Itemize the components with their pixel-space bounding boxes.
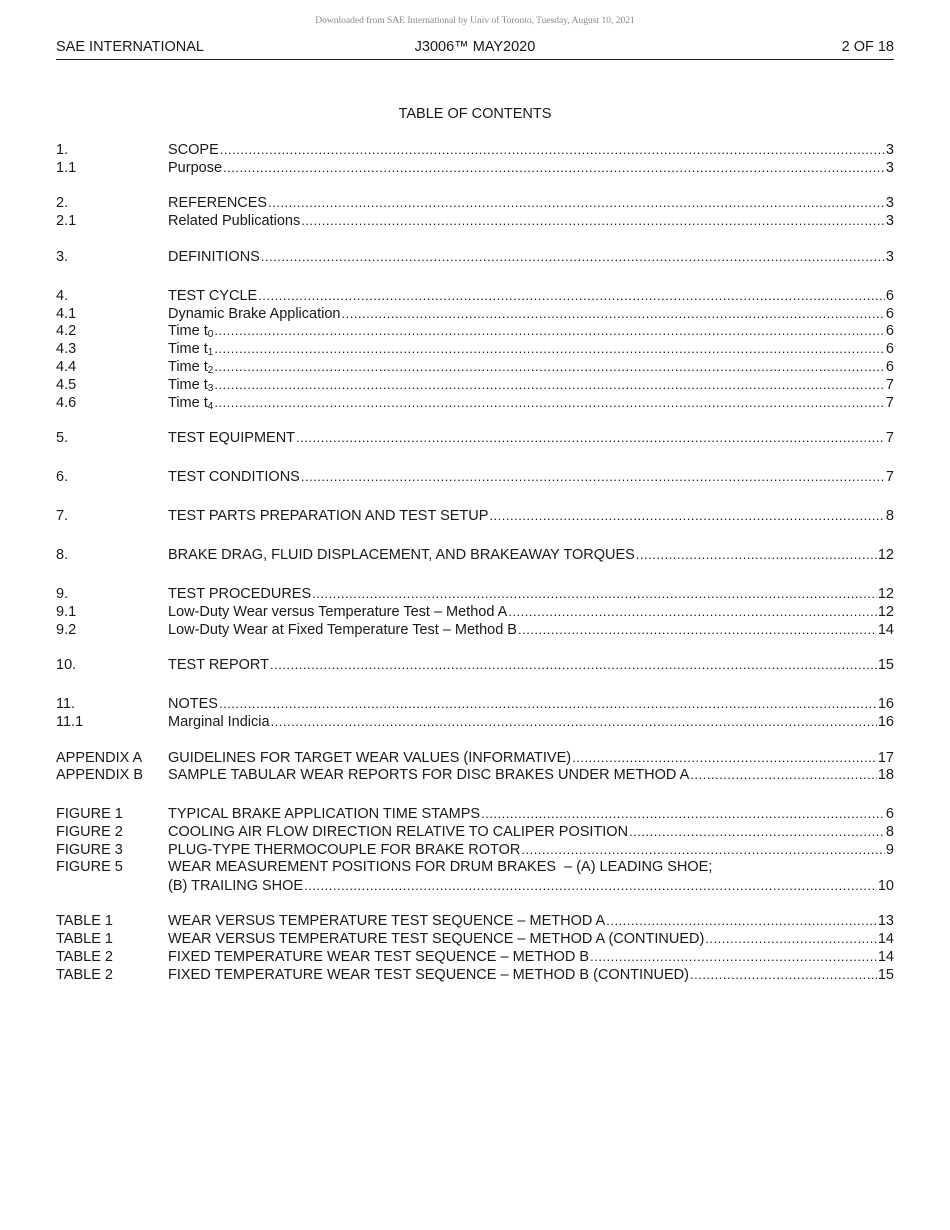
dot-leader xyxy=(606,912,877,930)
toc-entry[interactable] xyxy=(56,468,894,486)
toc-entry[interactable] xyxy=(56,749,894,767)
toc-entry-title: PLUG-TYPE THERMOCOUPLE FOR BRAKE ROTOR xyxy=(168,842,521,859)
dot-leader xyxy=(270,656,877,674)
toc-entry-number: 9. xyxy=(56,586,69,603)
toc-entry[interactable] xyxy=(56,322,894,340)
toc-entry-page: 6 xyxy=(885,323,894,340)
toc-entry[interactable] xyxy=(56,248,894,266)
dot-leader xyxy=(312,585,877,603)
toc-entry-number: 2.1 xyxy=(56,213,77,230)
toc-entry-page: 15 xyxy=(877,657,894,674)
dot-leader xyxy=(481,805,885,823)
toc-entry-number: 4.6 xyxy=(56,394,77,411)
toc-entry-title: SAMPLE TABULAR WEAR REPORTS FOR DISC BRAKES UNDER METHOD A xyxy=(168,767,690,784)
toc-entry-number: 10. xyxy=(56,657,77,674)
toc-entry-title-text: Time t xyxy=(168,377,208,394)
toc-entry-title: Dynamic Brake Application xyxy=(168,305,341,322)
toc-entry-number: FIGURE 2 xyxy=(56,824,123,841)
toc-entry-page: 6 xyxy=(885,287,894,304)
dot-leader xyxy=(521,841,885,859)
toc-entry[interactable] xyxy=(56,358,894,376)
toc-entry-title: WEAR VERSUS TEMPERATURE TEST SEQUENCE – METHOD A (CONTINUED) xyxy=(168,931,705,948)
toc-entry[interactable] xyxy=(56,603,894,621)
dot-leader xyxy=(572,749,877,767)
toc-entry-title xyxy=(168,359,213,377)
dot-leader xyxy=(301,212,885,230)
toc-entry-number: FIGURE 3 xyxy=(56,842,123,859)
dot-leader xyxy=(489,507,885,525)
toc-entry-page: 14 xyxy=(877,931,894,948)
toc-entry-page: 7 xyxy=(885,430,894,447)
toc-entry-title-text: Time t xyxy=(168,323,208,340)
toc-entry-title-text: Time t xyxy=(168,359,208,376)
toc-entry-number: 6. xyxy=(56,469,69,486)
dot-leader xyxy=(214,394,885,412)
toc-entry[interactable] xyxy=(56,287,894,305)
toc-entry-number: 2. xyxy=(56,195,69,212)
toc-entry-page: 6 xyxy=(885,806,894,823)
toc-entry-page: 16 xyxy=(877,696,894,713)
toc-entry-title: GUIDELINES FOR TARGET WEAR VALUES (INFORMATIVE) xyxy=(168,749,572,766)
toc-entry[interactable] xyxy=(56,429,894,447)
toc-entry-page: 13 xyxy=(877,913,894,930)
toc-entry-title: COOLING AIR FLOW DIRECTION RELATIVE TO CALIPER POSITION xyxy=(168,824,629,841)
dot-leader xyxy=(690,766,877,784)
toc-entry-page: 12 xyxy=(877,603,894,620)
toc-entry-number: 3. xyxy=(56,248,69,265)
dot-leader xyxy=(636,546,877,564)
toc-entry-title: WEAR VERSUS TEMPERATURE TEST SEQUENCE – METHOD A xyxy=(168,913,606,930)
dot-leader xyxy=(214,376,885,394)
toc-entry-title: REFERENCES xyxy=(168,195,268,212)
toc-entry-title: DEFINITIONS xyxy=(168,248,260,265)
toc-entry[interactable] xyxy=(56,695,894,713)
toc-entry-title xyxy=(168,323,213,341)
toc-entry[interactable] xyxy=(56,159,894,177)
dot-leader xyxy=(268,194,885,212)
header-doc-id: J3006™ MAY2020 xyxy=(414,39,536,55)
toc-entry-page: 14 xyxy=(877,949,894,966)
toc-entry[interactable] xyxy=(56,141,894,159)
toc-entry-title: FIXED TEMPERATURE WEAR TEST SEQUENCE – METHOD B xyxy=(168,949,590,966)
toc-entry[interactable] xyxy=(56,305,894,323)
toc-entry-number: 9.1 xyxy=(56,603,77,620)
toc-entry-title: Marginal Indicia xyxy=(168,714,270,731)
toc-entry[interactable] xyxy=(56,766,894,784)
dot-leader xyxy=(271,713,877,731)
toc-entry-number: TABLE 2 xyxy=(56,967,113,984)
toc-entry-page: 7 xyxy=(885,469,894,486)
toc-entry[interactable] xyxy=(56,805,894,823)
dot-leader xyxy=(214,358,885,376)
toc-entry-title: Related Publications xyxy=(168,213,301,230)
toc-entry[interactable] xyxy=(56,966,894,984)
dot-leader xyxy=(508,603,877,621)
toc-entry-number: 1.1 xyxy=(56,159,77,176)
toc-entry-title xyxy=(168,377,213,395)
toc-entry-title-text: Time t xyxy=(168,394,208,411)
toc-entry-number: 9.2 xyxy=(56,621,77,638)
header-org: SAE INTERNATIONAL xyxy=(56,39,204,55)
toc-entry-title: TEST CONDITIONS xyxy=(168,469,300,486)
toc-entry-number: 1. xyxy=(56,142,69,158)
toc-entry-page: 6 xyxy=(885,341,894,358)
toc-entry-number: FIGURE 5 xyxy=(56,859,123,876)
toc-entry-page: 8 xyxy=(885,508,894,525)
toc-entry-page: 3 xyxy=(885,248,894,265)
toc-entry-number: APPENDIX B xyxy=(56,767,144,784)
toc-entry-number: 4.5 xyxy=(56,377,77,394)
toc-entry-number: 8. xyxy=(56,547,69,564)
header-page-number: 2 OF 18 xyxy=(841,39,894,55)
toc-entry-number: 4.4 xyxy=(56,359,77,376)
toc-entry-title: TEST PARTS PREPARATION AND TEST SETUP xyxy=(168,508,489,525)
toc-entry-page: 14 xyxy=(877,621,894,638)
toc-entry-number: 4.2 xyxy=(56,323,77,340)
dot-leader xyxy=(296,429,885,447)
toc-entry-title xyxy=(168,341,213,359)
subscript: 0 xyxy=(207,329,214,341)
dot-leader xyxy=(258,287,885,305)
dot-leader xyxy=(629,823,885,841)
toc-entry[interactable] xyxy=(56,621,894,639)
toc-entry-page: 17 xyxy=(877,749,894,766)
dot-leader xyxy=(219,695,877,713)
toc-entry[interactable] xyxy=(56,841,894,859)
toc-entry-number: 4.1 xyxy=(56,305,77,322)
toc-entry-number: 5. xyxy=(56,430,69,447)
toc-entry-title: Low-Duty Wear at Fixed Temperature Test – Method B xyxy=(168,621,517,638)
toc-entry[interactable] xyxy=(56,656,894,674)
toc-entry-title xyxy=(168,395,213,413)
subscript: 4 xyxy=(207,400,214,412)
dot-leader xyxy=(341,305,884,323)
toc-entry[interactable] xyxy=(56,930,894,948)
toc-entry-title: (B) TRAILING SHOE xyxy=(168,877,304,894)
dot-leader xyxy=(705,930,877,948)
toc-entry-title: TEST REPORT xyxy=(168,657,269,674)
dot-leader xyxy=(261,248,885,266)
toc-entry-number: FIGURE 1 xyxy=(56,806,123,823)
toc-entry[interactable] xyxy=(56,713,894,731)
toc-entry[interactable] xyxy=(56,585,894,603)
dot-leader xyxy=(301,468,885,486)
toc-entry-number: APPENDIX A xyxy=(56,749,143,766)
page-header xyxy=(56,39,894,60)
toc-entry-page: 8 xyxy=(885,824,894,841)
toc-entry-page: 7 xyxy=(885,377,894,394)
toc-entry-page: 6 xyxy=(885,305,894,322)
toc-entry-page: 6 xyxy=(885,359,894,376)
toc-entry-title: TEST EQUIPMENT xyxy=(168,430,296,447)
toc-entry[interactable] xyxy=(56,859,894,877)
toc-entry[interactable] xyxy=(56,394,894,412)
toc-entry-page: 9 xyxy=(885,842,894,859)
toc-entry-title: FIXED TEMPERATURE WEAR TEST SEQUENCE – METHOD B (CONTINUED) xyxy=(168,967,689,984)
toc-entry-page: 16 xyxy=(877,714,894,731)
toc-entry[interactable] xyxy=(56,194,894,212)
toc-entry-page: 15 xyxy=(877,967,894,984)
toc-entry[interactable] xyxy=(56,340,894,358)
toc-entry-number: 4.3 xyxy=(56,341,77,358)
toc-entry-title: Purpose xyxy=(168,159,223,176)
download-watermark: Downloaded from SAE International by Univ of Toronto, Tuesday, August 10, 2021 xyxy=(315,16,635,26)
subscript: 1 xyxy=(207,347,214,359)
toc-entry-page: 3 xyxy=(885,195,894,212)
toc-entry-number: TABLE 2 xyxy=(56,949,113,966)
toc-entry-number: 4. xyxy=(56,287,69,304)
toc-entry-page: 3 xyxy=(885,213,894,230)
toc-entry-number: TABLE 1 xyxy=(56,931,113,948)
toc-entry[interactable] xyxy=(56,546,894,564)
toc-entry-number: TABLE 1 xyxy=(56,913,113,930)
toc-entry-page: 12 xyxy=(877,586,894,603)
toc-entry-title: Low-Duty Wear versus Temperature Test – Method A xyxy=(168,603,508,620)
toc-entry-title: SCOPE xyxy=(168,142,219,158)
toc-entry-title: WEAR MEASUREMENT POSITIONS FOR DRUM BRAKES – (A) LEADING SHOE; xyxy=(168,859,713,876)
toc-entry-page: 7 xyxy=(885,394,894,411)
toc-entry-page: 12 xyxy=(877,547,894,564)
toc-entry-page: 18 xyxy=(877,767,894,784)
dot-leader xyxy=(518,621,877,639)
dot-leader xyxy=(214,322,885,340)
toc-entry-page: 10 xyxy=(877,877,894,894)
toc-entry-number: 7. xyxy=(56,508,69,525)
toc-entry-page: 3 xyxy=(885,159,894,176)
toc-entry-title: TYPICAL BRAKE APPLICATION TIME STAMPS xyxy=(168,806,481,823)
toc-entry-title: TEST CYCLE xyxy=(168,287,258,304)
toc-entry[interactable] xyxy=(56,212,894,230)
toc-entry-title: NOTES xyxy=(168,696,218,713)
table-of-contents xyxy=(56,141,894,984)
subscript: 3 xyxy=(207,383,214,395)
toc-entry-number: 11.1 xyxy=(56,714,84,731)
toc-entry-title: TEST PROCEDURES xyxy=(168,586,312,603)
dot-leader xyxy=(223,159,885,177)
toc-entry-number: 11. xyxy=(56,696,76,713)
toc-entry-continuation[interactable] xyxy=(56,877,894,895)
toc-entry[interactable] xyxy=(56,376,894,394)
dot-leader xyxy=(690,966,877,984)
toc-entry-title-text: Time t xyxy=(168,341,208,358)
toc-entry[interactable] xyxy=(56,823,894,841)
toc-entry[interactable] xyxy=(56,507,894,525)
dot-leader xyxy=(214,340,885,358)
dot-leader xyxy=(304,877,877,895)
toc-entry[interactable] xyxy=(56,948,894,966)
dot-leader xyxy=(220,141,885,159)
subscript: 2 xyxy=(207,365,214,377)
toc-entry-title: BRAKE DRAG, FLUID DISPLACEMENT, AND BRAKEAWAY TORQUES xyxy=(168,547,635,564)
toc-entry-page: 3 xyxy=(885,142,894,158)
dot-leader xyxy=(590,948,877,966)
toc-entry[interactable] xyxy=(56,912,894,930)
toc-title: TABLE OF CONTENTS xyxy=(398,106,552,122)
